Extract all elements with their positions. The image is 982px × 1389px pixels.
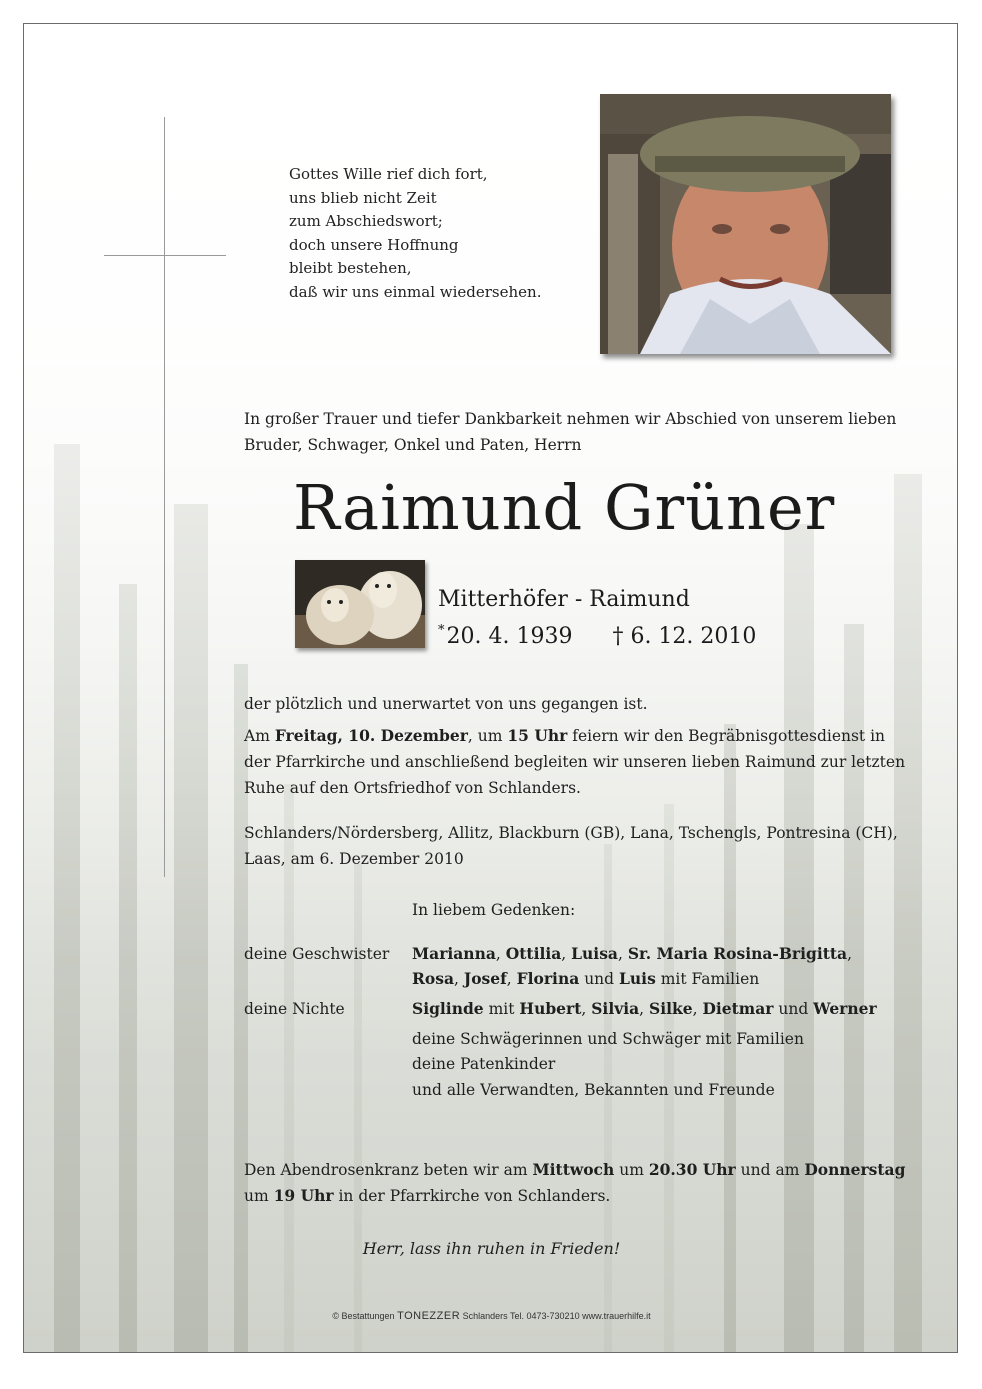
sibling-name: Florina	[516, 969, 580, 988]
rosary-time: 20.30 Uhr	[648, 1160, 736, 1179]
rosary-text	[244, 1157, 909, 1209]
separator: ,	[639, 1000, 650, 1018]
funeral-day: Freitag, 10. Dezember	[274, 726, 468, 745]
separator: und	[773, 1000, 814, 1018]
text-part: Am	[244, 727, 275, 745]
text-part: um	[244, 1187, 274, 1205]
separator: und	[579, 970, 620, 988]
in-memory-heading: In liebem Gedenken:	[412, 901, 576, 919]
closing-prayer: Herr, lass ihn ruhen in Frieden!	[362, 1239, 621, 1258]
life-dates	[438, 623, 756, 649]
separator: ,	[847, 945, 853, 963]
sheep-photo	[295, 560, 425, 648]
separator: ,	[506, 970, 517, 988]
nieces-line	[412, 996, 877, 1022]
siblings-label: deine Geschwister	[244, 945, 390, 963]
sibling-name: Luis	[619, 969, 656, 988]
text-part: feiern wir den Begräbnisgottesdienst in der Pfarrkirche und anschließend begleiten wir unseren lieben Raimund zur letzten Ruhe auf den Ortsfriedhof von Schlanders.	[244, 727, 906, 797]
places-text: Schlanders/Nördersberg, Allitz, Blackburn (GB), Lana, Tschengls, Pontresina (CH), Laas, am 6. Dezember 2010	[244, 824, 898, 868]
niece-name: Werner	[813, 999, 877, 1018]
portrait-photo	[600, 94, 891, 354]
other-mourners-line: deine Schwägerinnen und Schwäger mit Familien	[412, 1030, 804, 1048]
rosary-day: Mittwoch	[532, 1160, 615, 1179]
birth-symbol: *	[438, 623, 445, 638]
sibling-name: Marianna	[412, 944, 496, 963]
rosary-day: Donnerstag	[804, 1160, 906, 1179]
poem	[289, 163, 541, 304]
separator: ,	[617, 945, 628, 963]
text-part: um	[614, 1161, 649, 1179]
sibling-name: Ottilia	[505, 944, 562, 963]
separator: mit	[483, 1000, 520, 1018]
nickname: Mitterhöfer - Raimund	[438, 587, 690, 612]
sibling-name: Luisa	[571, 944, 618, 963]
text-part: in der Pfarrkirche von Schlanders.	[333, 1187, 611, 1205]
poem-line: doch unsere Hoffnung	[289, 235, 459, 254]
poem-line: daß wir uns einmal wiedersehen.	[289, 282, 542, 301]
birth-date: 20. 4. 1939	[446, 624, 573, 649]
text-part: , um	[467, 727, 508, 745]
niece-name: Silvia	[591, 999, 640, 1018]
separator: ,	[692, 1000, 703, 1018]
nieces-label: deine Nichte	[244, 1000, 345, 1018]
poem-line: Gottes Wille rief dich fort,	[289, 165, 488, 183]
poem-line: bleibt bestehen,	[289, 259, 412, 277]
niece-name: Dietmar	[702, 999, 774, 1018]
separator: ,	[495, 945, 506, 963]
funeral-text	[244, 723, 909, 801]
footer-details: Schlanders Tel. 0473-730210 www.trauerhilfe.it	[460, 1311, 651, 1321]
siblings-line-2	[412, 966, 759, 992]
obituary-frame	[23, 23, 958, 1353]
intro-text: In großer Trauer und tiefer Dankbarkeit nehmen wir Abschied von unserem lieben Bruder, Schwager, Onkel und Paten, Herrn	[244, 410, 897, 454]
separator: mit Familien	[655, 970, 760, 988]
poem-line: uns blieb nicht Zeit	[289, 188, 437, 207]
footer-company: TONEZZER	[397, 1310, 461, 1322]
footer-credit	[24, 1310, 958, 1322]
other-mourners-line: und alle Verwandten, Bekannten und Freunde	[412, 1081, 775, 1099]
siblings-line-1	[412, 941, 852, 967]
rosary-time: 19 Uhr	[273, 1186, 334, 1205]
separator: ,	[561, 945, 572, 963]
niece-name: Siglinde	[412, 999, 484, 1018]
text-part: und am	[735, 1161, 805, 1179]
niece-name: Silke	[649, 999, 693, 1018]
sibling-name: Josef	[463, 969, 507, 988]
niece-name: Hubert	[519, 999, 582, 1018]
sibling-name: Rosa	[412, 969, 454, 988]
footer-copyright: © Bestattungen	[332, 1311, 398, 1321]
separator: ,	[454, 970, 464, 988]
cross-vertical-line	[164, 117, 165, 877]
poem-line: zum Abschiedswort;	[289, 212, 443, 230]
death-date: † 6. 12. 2010	[612, 624, 757, 649]
cross-horizontal-line	[104, 255, 226, 256]
sibling-name: Sr. Maria Rosina-Brigitta	[627, 944, 848, 963]
separator: ,	[581, 1000, 592, 1018]
text-part: Den Abendrosenkranz beten wir am	[244, 1161, 533, 1179]
other-mourners-line: deine Patenkinder	[412, 1055, 556, 1073]
sudden-text: der plötzlich und unerwartet von uns gegangen ist.	[244, 695, 648, 713]
funeral-time: 15 Uhr	[507, 726, 568, 745]
deceased-name: Raimund Grüner	[293, 471, 836, 544]
